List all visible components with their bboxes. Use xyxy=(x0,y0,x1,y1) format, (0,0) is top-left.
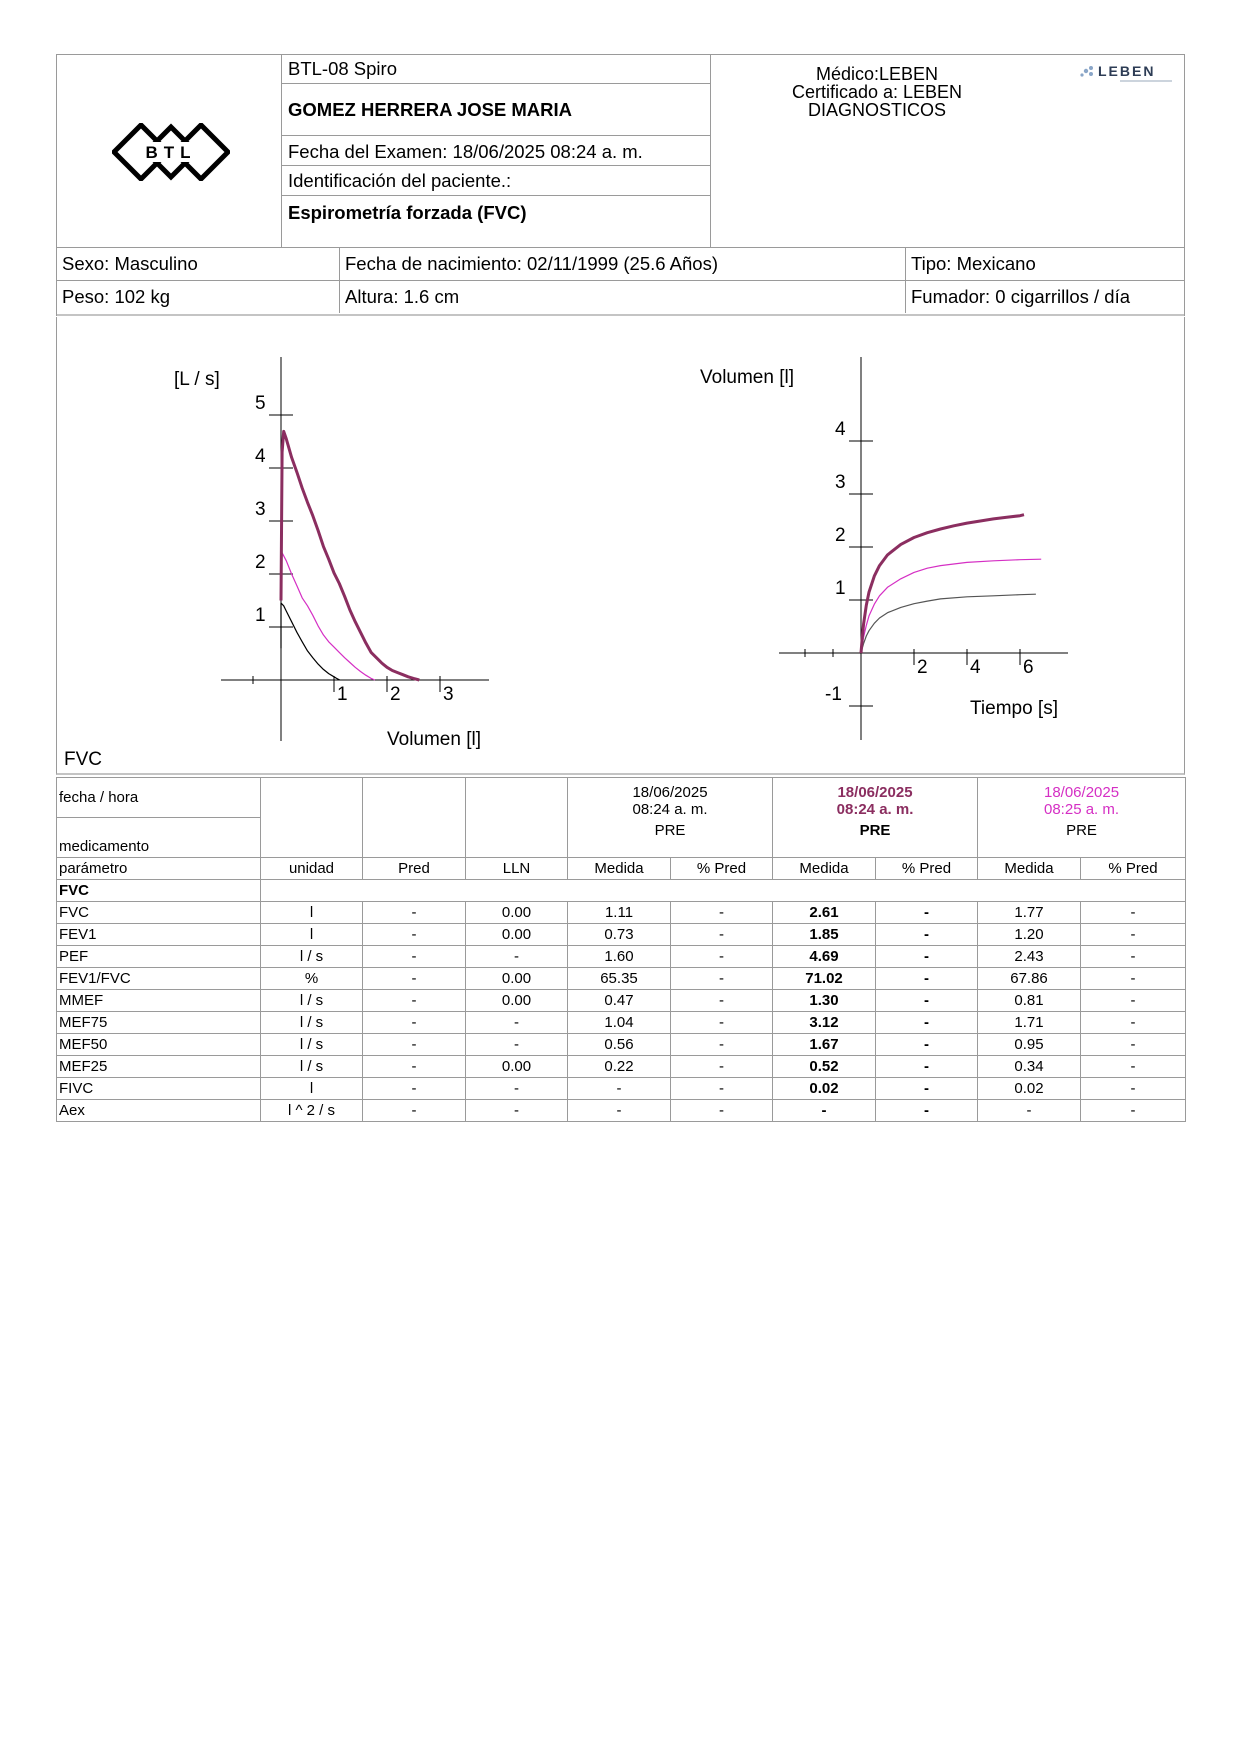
patient-info xyxy=(56,248,1185,316)
fv-y-axis-label: [L / s] xyxy=(174,369,220,390)
table-cell: l / s xyxy=(261,1034,363,1056)
session-time: 08:24 a. m. xyxy=(836,801,914,818)
table-cell: - xyxy=(671,1100,773,1122)
exam-info xyxy=(282,55,711,247)
table-cell: 1.04 xyxy=(568,1012,671,1034)
table-cell: l / s xyxy=(261,1056,363,1078)
table-cell: - xyxy=(671,902,773,924)
table-cell: - xyxy=(671,1012,773,1034)
table-row xyxy=(57,1056,1186,1078)
table-cell: 0.00 xyxy=(466,924,568,946)
row-label-fecha: fecha / hora xyxy=(57,778,261,818)
table-cell: - xyxy=(466,1078,568,1100)
parameter-name: MMEF xyxy=(57,990,261,1012)
table-cell: - xyxy=(363,1012,466,1034)
fv-series-2 xyxy=(281,553,375,680)
table-cell: - xyxy=(773,1100,876,1122)
flow-volume-chart xyxy=(174,357,489,750)
table-row xyxy=(57,778,1186,818)
fv-series-3 xyxy=(281,431,419,680)
empty-cell xyxy=(261,778,363,858)
table-cell: 0.73 xyxy=(568,924,671,946)
chart-caption: FVC xyxy=(64,749,102,770)
parameter-name: FVC xyxy=(57,902,261,924)
vt-y-tick-label: 3 xyxy=(835,472,846,493)
column-header: Medida xyxy=(773,858,876,880)
table-cell: - xyxy=(363,1056,466,1078)
table-cell: - xyxy=(876,990,978,1012)
table-cell: - xyxy=(1081,990,1186,1012)
table-cell: 1.77 xyxy=(978,902,1081,924)
weight: Peso: 102 kg xyxy=(57,281,340,313)
vt-x-tick-label: 4 xyxy=(970,657,981,678)
table-cell: l xyxy=(261,1078,363,1100)
parameter-name: MEF25 xyxy=(57,1056,261,1078)
table-cell: - xyxy=(466,946,568,968)
table-cell: 1.30 xyxy=(773,990,876,1012)
test-name: Espirometría forzada (FVC) xyxy=(288,202,527,223)
doctor-block xyxy=(747,65,1007,119)
table-cell: 3.12 xyxy=(773,1012,876,1034)
table-cell: l xyxy=(261,902,363,924)
table-cell: 1.20 xyxy=(978,924,1081,946)
report-header xyxy=(56,54,1185,248)
volume-time-chart xyxy=(700,357,1068,740)
table-cell: - xyxy=(671,924,773,946)
height: Altura: 1.6 cm xyxy=(340,281,906,313)
session-date: 18/06/2025 xyxy=(1043,784,1120,801)
session-time: 08:24 a. m. xyxy=(632,801,708,818)
table-row xyxy=(57,946,1186,968)
table-cell: l / s xyxy=(261,1012,363,1034)
table-cell: 1.67 xyxy=(773,1034,876,1056)
fv-y-tick-label: 3 xyxy=(255,499,266,520)
vt-x-tick-label: 6 xyxy=(1023,657,1034,678)
row-label-medicamento: medicamento xyxy=(57,818,261,858)
btl-logo xyxy=(112,123,230,181)
table-cell: 0.22 xyxy=(568,1056,671,1078)
charts-area xyxy=(56,317,1185,775)
table-cell: - xyxy=(1081,968,1186,990)
ethnicity: Tipo: Mexicano xyxy=(911,253,1036,274)
table-row xyxy=(57,902,1186,924)
vt-x-tick-label: 2 xyxy=(917,657,928,678)
table-cell: 2.61 xyxy=(773,902,876,924)
table-cell: - xyxy=(876,1012,978,1034)
table-row xyxy=(57,924,1186,946)
table-column-header-row xyxy=(57,858,1186,880)
table-cell: 1.85 xyxy=(773,924,876,946)
table-cell: - xyxy=(466,1034,568,1056)
table-cell: - xyxy=(363,902,466,924)
vt-x-axis-label: Tiempo [s] xyxy=(970,698,1058,719)
table-cell: l xyxy=(261,924,363,946)
empty-cell xyxy=(466,778,568,858)
session-header-1 xyxy=(568,778,773,858)
session-header-2 xyxy=(773,778,978,858)
table-cell: 0.56 xyxy=(568,1034,671,1056)
patient-info-row-1 xyxy=(57,248,1184,280)
session-med: PRE xyxy=(1066,822,1097,839)
table-cell: 0.02 xyxy=(773,1078,876,1100)
fv-y-tick-label: 4 xyxy=(255,446,266,467)
doctor-name: Médico:LEBEN xyxy=(815,64,939,84)
table-cell: 0.52 xyxy=(773,1056,876,1078)
table-cell: - xyxy=(363,1078,466,1100)
table-row xyxy=(57,1100,1186,1122)
session-header-3 xyxy=(978,778,1186,858)
table-cell: l / s xyxy=(261,990,363,1012)
vt-y-axis-label: Volumen [l] xyxy=(700,367,794,388)
table-cell: - xyxy=(671,1056,773,1078)
table-cell: - xyxy=(876,902,978,924)
table-cell: - xyxy=(671,1034,773,1056)
table-cell: % xyxy=(261,968,363,990)
table-section-row xyxy=(57,880,1186,902)
table-cell: 0.00 xyxy=(466,990,568,1012)
table-cell: - xyxy=(876,1056,978,1078)
column-header: unidad xyxy=(261,858,363,880)
fv-x-tick-label: 2 xyxy=(390,684,401,705)
table-cell: - xyxy=(876,968,978,990)
table-cell: - xyxy=(466,1012,568,1034)
column-header: % Pred xyxy=(876,858,978,880)
device-name: BTL-08 Spiro xyxy=(282,55,710,84)
table-row xyxy=(57,1012,1186,1034)
session-med: PRE xyxy=(654,822,686,839)
fv-series-1 xyxy=(281,603,340,680)
table-cell: - xyxy=(568,1100,671,1122)
leben-logo xyxy=(1078,61,1178,85)
column-header: % Pred xyxy=(1081,858,1186,880)
column-header: % Pred xyxy=(671,858,773,880)
table-row xyxy=(57,1034,1186,1056)
table-cell: 71.02 xyxy=(773,968,876,990)
certified-company: DIAGNOSTICOS xyxy=(807,100,946,120)
table-row xyxy=(57,990,1186,1012)
parameter-name: MEF50 xyxy=(57,1034,261,1056)
fv-y-tick-label: 5 xyxy=(255,393,266,414)
parameter-name: FEV1 xyxy=(57,924,261,946)
patient-name: GOMEZ HERRERA JOSE MARIA xyxy=(282,84,710,136)
table-cell: 0.00 xyxy=(466,902,568,924)
table-cell: 0.95 xyxy=(978,1034,1081,1056)
table-cell: - xyxy=(1081,1078,1186,1100)
table-cell: - xyxy=(876,1100,978,1122)
session-date: 18/06/2025 xyxy=(837,784,913,801)
table-cell: - xyxy=(876,924,978,946)
table-cell: l / s xyxy=(261,946,363,968)
table-cell: - xyxy=(1081,902,1186,924)
parameter-name: PEF xyxy=(57,946,261,968)
exam-date: Fecha del Examen: 18/06/2025 08:24 a. m. xyxy=(282,136,710,166)
fv-x-tick-label: 3 xyxy=(443,684,454,705)
column-header: Medida xyxy=(568,858,671,880)
empty-cell xyxy=(363,778,466,858)
table-cell: - xyxy=(363,924,466,946)
table-cell: - xyxy=(671,1078,773,1100)
leben-logo-text: LEBEN xyxy=(1098,63,1156,79)
fv-y-tick-label: 1 xyxy=(255,605,266,626)
table-cell: 0.81 xyxy=(978,990,1081,1012)
doctor-info xyxy=(711,55,1184,247)
vt-y-tick-label: -1 xyxy=(825,684,842,705)
parameter-name: FEV1/FVC xyxy=(57,968,261,990)
table-cell: 2.43 xyxy=(978,946,1081,968)
btl-logo-text: BTL xyxy=(145,143,197,162)
section-label: FVC xyxy=(57,880,261,902)
table-cell: 0.47 xyxy=(568,990,671,1012)
patient-id: Identificación del paciente.: xyxy=(282,166,710,196)
vt-series-1 xyxy=(861,594,1036,653)
table-cell: - xyxy=(1081,1100,1186,1122)
smoker: Fumador: 0 cigarrillos / día xyxy=(911,286,1131,307)
table-cell: 0.00 xyxy=(466,968,568,990)
table-cell: - xyxy=(876,1034,978,1056)
table-cell: 1.11 xyxy=(568,902,671,924)
patient-info-row-2 xyxy=(57,281,1184,313)
table-cell: - xyxy=(1081,1056,1186,1078)
table-cell: - xyxy=(876,1078,978,1100)
table-cell: - xyxy=(876,946,978,968)
table-cell: - xyxy=(363,990,466,1012)
vt-series-2 xyxy=(861,559,1041,653)
table-cell: 67.86 xyxy=(978,968,1081,990)
table-cell: - xyxy=(466,1100,568,1122)
table-cell: - xyxy=(1081,924,1186,946)
results-table xyxy=(56,777,1186,1122)
fv-x-axis-label: Volumen [l] xyxy=(387,729,481,750)
charts-svg xyxy=(57,317,1184,773)
certified-to: Certificado a: LEBEN xyxy=(791,82,963,102)
table-cell: 65.35 xyxy=(568,968,671,990)
table-cell: 4.69 xyxy=(773,946,876,968)
table-cell: - xyxy=(671,946,773,968)
table-cell: 0.34 xyxy=(978,1056,1081,1078)
column-header: Pred xyxy=(363,858,466,880)
birth-date: Fecha de nacimiento: 02/11/1999 (25.6 Años) xyxy=(340,248,906,280)
vt-series-3 xyxy=(861,515,1024,653)
column-header: parámetro xyxy=(57,858,261,880)
fv-y-tick-label: 2 xyxy=(255,552,266,573)
table-cell: - xyxy=(363,946,466,968)
parameter-name: MEF75 xyxy=(57,1012,261,1034)
column-header: LLN xyxy=(466,858,568,880)
table-cell: - xyxy=(978,1100,1081,1122)
parameter-name: FIVC xyxy=(57,1078,261,1100)
fv-x-tick-label: 1 xyxy=(337,684,348,705)
table-cell: - xyxy=(671,968,773,990)
vt-y-tick-label: 2 xyxy=(835,525,846,546)
logo-cell xyxy=(57,55,282,247)
table-cell: 0.02 xyxy=(978,1078,1081,1100)
table-cell: - xyxy=(568,1078,671,1100)
table-cell: l ^ 2 / s xyxy=(261,1100,363,1122)
parameter-name: Aex xyxy=(57,1100,261,1122)
session-med: PRE xyxy=(859,822,891,839)
table-cell: - xyxy=(363,1100,466,1122)
table-cell: 1.60 xyxy=(568,946,671,968)
sex: Sexo: Masculino xyxy=(57,248,340,280)
column-header: Medida xyxy=(978,858,1081,880)
table-cell: - xyxy=(1081,1012,1186,1034)
session-time: 08:25 a. m. xyxy=(1044,801,1120,818)
table-cell: - xyxy=(1081,1034,1186,1056)
empty-cell xyxy=(261,880,1186,902)
vt-y-tick-label: 1 xyxy=(835,578,846,599)
table-cell: - xyxy=(671,990,773,1012)
table-row xyxy=(57,968,1186,990)
table-cell: - xyxy=(363,968,466,990)
vt-y-tick-label: 4 xyxy=(835,419,846,440)
session-date: 18/06/2025 xyxy=(632,784,708,801)
table-cell: - xyxy=(1081,946,1186,968)
table-cell: 1.71 xyxy=(978,1012,1081,1034)
table-cell: 0.00 xyxy=(466,1056,568,1078)
table-cell: - xyxy=(363,1034,466,1056)
divider xyxy=(57,314,1184,316)
table-row xyxy=(57,1078,1186,1100)
